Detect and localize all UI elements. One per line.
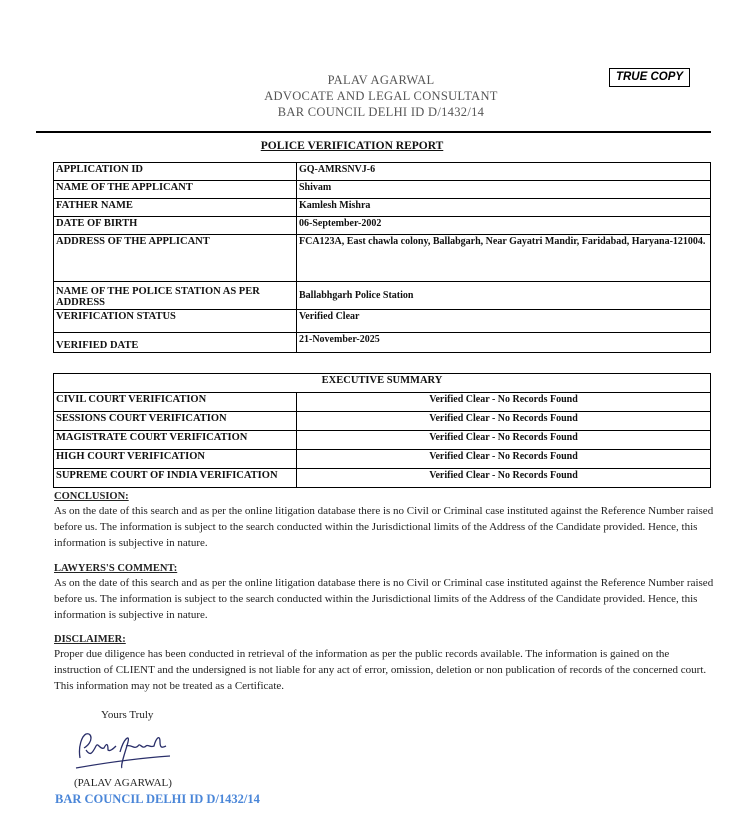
signatory-bar-id: BAR COUNCIL DELHI ID D/1432/14 bbox=[55, 792, 260, 806]
detail-label: FATHER NAME bbox=[54, 199, 297, 217]
header-divider bbox=[36, 131, 711, 133]
summary-row bbox=[54, 412, 711, 431]
detail-label: DATE OF BIRTH bbox=[54, 217, 297, 235]
detail-value: 06-September-2002 bbox=[297, 217, 711, 235]
advocate-role: ADVOCATE AND LEGAL CONSULTANT bbox=[264, 89, 498, 103]
disclaimer-text: Proper due diligence has been conducted in retrieval of the information as per the public records available. The information is gained on the instruction of CLIENT and the undersigned is not liable for any act of error, omission, deletion or non publication of records of the concerned court. This information may not be treated as a Certificate. bbox=[54, 648, 707, 692]
summary-row bbox=[54, 450, 711, 469]
summary-row bbox=[54, 393, 711, 412]
details-row bbox=[54, 282, 711, 310]
summary-value: Verified Clear - No Records Found bbox=[297, 469, 711, 488]
executive-summary-table bbox=[53, 373, 711, 488]
summary-value: Verified Clear - No Records Found bbox=[297, 412, 711, 431]
detail-value: FCA123A, East chawla colony, Ballabgarh, Near Gayatri Mandir, Faridabad, Haryana-121004. bbox=[297, 235, 711, 282]
comment-section bbox=[54, 562, 714, 623]
detail-value: 21-November-2025 bbox=[297, 333, 711, 353]
detail-value: Ballabhgarh Police Station bbox=[297, 282, 711, 310]
summary-label: MAGISTRATE COURT VERIFICATION bbox=[54, 431, 297, 450]
details-row bbox=[54, 333, 711, 353]
detail-value: Kamlesh Mishra bbox=[297, 199, 711, 217]
details-row bbox=[54, 181, 711, 199]
advocate-name: PALAV AGARWAL bbox=[327, 73, 435, 87]
details-row bbox=[54, 163, 711, 181]
summary-value: Verified Clear - No Records Found bbox=[297, 431, 711, 450]
detail-value: Verified Clear bbox=[297, 310, 711, 333]
detail-label: VERIFICATION STATUS bbox=[54, 310, 297, 333]
conclusion-heading: CONCLUSION: bbox=[54, 491, 129, 502]
report-title: POLICE VERIFICATION REPORT bbox=[260, 140, 444, 152]
summary-label: CIVIL COURT VERIFICATION bbox=[54, 393, 297, 412]
summary-label: SESSIONS COURT VERIFICATION bbox=[54, 412, 297, 431]
details-row bbox=[54, 199, 711, 217]
detail-label: ADDRESS OF THE APPLICANT bbox=[54, 235, 297, 282]
salutation: Yours Truly bbox=[101, 709, 154, 721]
comment-heading: LAWYERS'S COMMENT: bbox=[54, 563, 178, 574]
detail-label: VERIFIED DATE bbox=[54, 333, 297, 353]
summary-label: HIGH COURT VERIFICATION bbox=[54, 450, 297, 469]
summary-row bbox=[54, 469, 711, 488]
detail-label: APPLICATION ID bbox=[54, 163, 297, 181]
true-copy-stamp: TRUE COPY bbox=[609, 68, 690, 87]
details-row bbox=[54, 235, 711, 282]
details-row bbox=[54, 217, 711, 235]
conclusion-text: As on the date of this search and as per the online litigation database there is no Civil or Criminal case instituted against the Reference Number raised before us. The information is subject to the search conducted within the Jurisdictional limits of the Address of the Candidate provided. Hence, this information is subjective in nature. bbox=[54, 505, 714, 549]
detail-label: NAME OF THE POLICE STATION AS PER ADDRESS bbox=[54, 282, 297, 310]
summary-row bbox=[54, 431, 711, 450]
summary-value: Verified Clear - No Records Found bbox=[297, 393, 711, 412]
disclaimer-heading: DISCLAIMER: bbox=[54, 634, 126, 645]
summary-heading: EXECUTIVE SUMMARY bbox=[54, 374, 711, 393]
signatory-name: (PALAV AGARWAL) bbox=[74, 777, 172, 789]
detail-value: Shivam bbox=[297, 181, 711, 199]
advocate-bar-id: BAR COUNCIL DELHI ID D/1432/14 bbox=[277, 105, 485, 119]
summary-label: SUPREME COURT OF INDIA VERIFICATION bbox=[54, 469, 297, 488]
disclaimer-section bbox=[54, 633, 714, 694]
detail-value: GQ-AMRSNVJ-6 bbox=[297, 163, 711, 181]
comment-text: As on the date of this search and as per the online litigation database there is no Civil or Criminal case instituted against the Reference Number raised before us. The information is subject to the search conducted within the Jurisdictional limits of the Address of the Candidate provided. Hence, this information is subjective in nature. bbox=[54, 577, 714, 621]
details-table bbox=[53, 162, 711, 353]
detail-label: NAME OF THE APPLICANT bbox=[54, 181, 297, 199]
conclusion-section bbox=[54, 490, 714, 551]
summary-value: Verified Clear - No Records Found bbox=[297, 450, 711, 469]
details-row bbox=[54, 310, 711, 333]
signature-image bbox=[70, 728, 180, 773]
